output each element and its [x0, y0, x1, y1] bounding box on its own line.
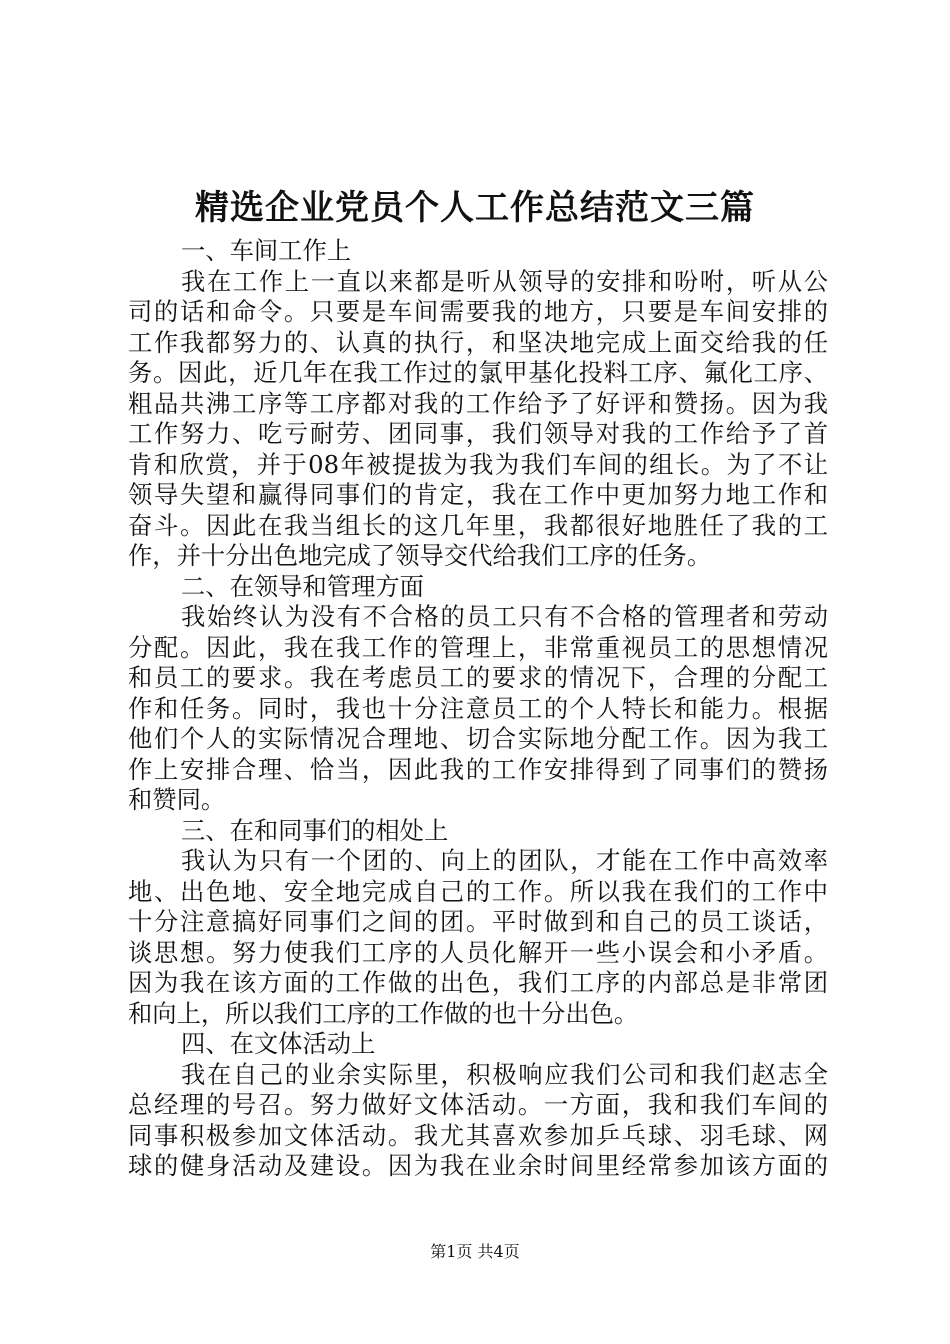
paragraph-line: 我始终认为没有不合格的员工只有不合格的管理者和劳动 — [181, 602, 828, 631]
paragraph-line: 球的健身活动及建设。因为我在业余时间里经常参加该方面的 — [128, 1151, 828, 1180]
paragraph-line: 地、出色地、安全地完成自己的工作。所以我在我们的工作中 — [128, 876, 828, 906]
paragraph-line: 同事积极参加文体活动。我尤其喜欢参加乒乓球、羽毛球、网 — [128, 1120, 828, 1150]
paragraph-line: 粗品共沸工序等工序都对我的工作给予了好评和赞扬。因为我 — [128, 388, 828, 418]
section-heading: 一、车间工作上 — [181, 236, 352, 265]
paragraph-line: 他们个人的实际情况合理地、切合实际地分配工作。因为我工 — [128, 724, 828, 753]
paragraph-line: 司的话和命令。只要是车间需要我的地方，只要是车间安排的 — [128, 297, 828, 326]
paragraph-line: 肯和欣赏，并于08年被提拔为我为我们车间的组长。为了不让 — [128, 449, 828, 479]
paragraph-line: 工作我都努力的、认真的执行，和坚决地完成上面交给我的任 — [128, 327, 828, 357]
paragraph-line: 作和任务。同时，我也十分注意员工的个人特长和能力。根据 — [128, 693, 828, 723]
paragraph-line: 我认为只有一个团的、向上的团队，才能在工作中高效率 — [181, 846, 828, 875]
page-number-footer: 第1页 共4页 — [430, 1242, 520, 1261]
paragraph-line: 务。因此，近几年在我工作过的氯甲基化投料工序、氟化工序、 — [128, 358, 828, 387]
paragraph-line: 工作努力、吃亏耐劳、团同事，我们领导对我的工作给予了首 — [128, 419, 828, 448]
section-heading: 二、在领导和管理方面 — [181, 571, 424, 601]
paragraph-line: 总经理的号召。努力做好文体活动。一方面，我和我们车间的 — [128, 1090, 828, 1119]
paragraph-line: 谈思想。努力使我们工序的人员化解开一些小误会和小矛盾。 — [128, 937, 828, 967]
paragraph-line: 因为我在该方面的工作做的出色，我们工序的内部总是非常团 — [128, 968, 828, 997]
section-heading: 四、在文体活动上 — [181, 1029, 376, 1058]
paragraph-line: 作，并十分出色地完成了领导交代给我们工序的任务。 — [128, 541, 712, 570]
paragraph-line: 我在工作上一直以来都是听从领导的安排和吩咐，听从公 — [181, 266, 828, 296]
paragraph-line: 我在自己的业余实际里，积极响应我们公司和我们赵志全 — [181, 1059, 828, 1089]
paragraph-line: 奋斗。因此在我当组长的这几年里，我都很好地胜任了我的工 — [128, 510, 828, 540]
paragraph-line: 和向上，所以我们工序的工作做的也十分出色。 — [128, 998, 639, 1028]
document-body — [128, 236, 828, 1182]
paragraph-line: 领导失望和赢得同事们的肯定，我在工作中更加努力地工作和 — [128, 480, 828, 509]
paragraph-line: 和员工的要求。我在考虑员工的要求的情况下，合理的分配工 — [128, 663, 828, 692]
paragraph-line: 和赞同。 — [128, 785, 226, 814]
paragraph-line: 分配。因此，我在我工作的管理上，非常重视员工的思想情况 — [128, 632, 828, 662]
paragraph-line: 十分注意搞好同事们之间的团。平时做到和自己的员工谈话， — [128, 907, 828, 936]
section-heading: 三、在和同事们的相处上 — [181, 815, 449, 845]
document-title: 精选企业党员个人工作总结范文三篇 — [195, 188, 755, 228]
paragraph-line: 作上安排合理、恰当，因此我的工作安排得到了同事们的赞扬 — [128, 754, 828, 784]
